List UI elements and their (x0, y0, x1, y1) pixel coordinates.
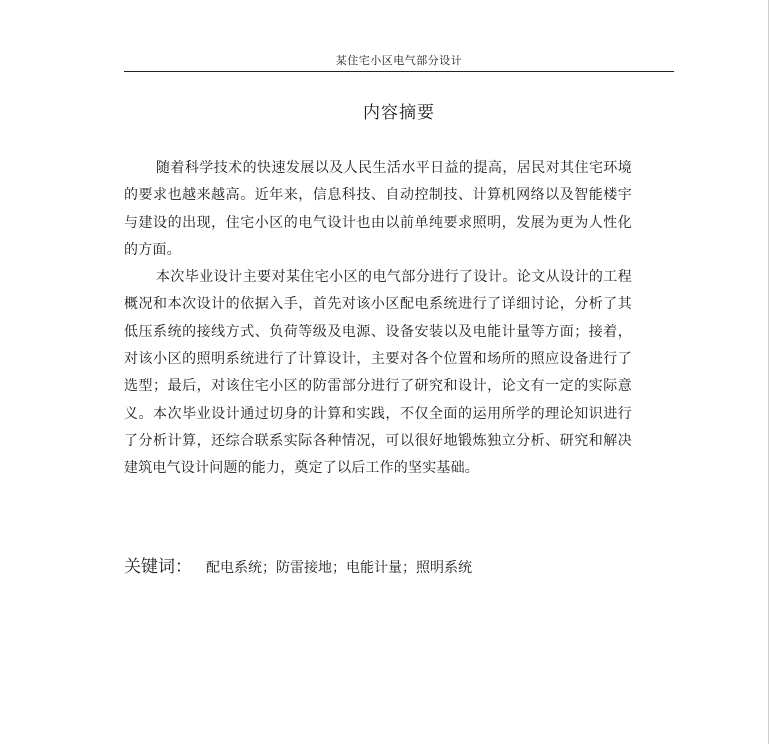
keywords-label: 关键词： (124, 557, 192, 577)
abstract-title: 内容摘要 (363, 103, 435, 123)
running-header: 某住宅小区电气部分设计 (335, 54, 463, 67)
abstract-body (124, 155, 632, 483)
keywords-value: 配电系统；防雷接地；电能计量；照明系统 (206, 560, 472, 576)
abstract-paragraph-1: 随着科学技术的快速发展以及人民生活水平日益的提高，居民对其住宅环境的要求也越来越高。近年来，信息科技、自动控制技、计算机网络以及智能楼宇与建设的出现，住宅小区的电气设计也由以前单纯要求照明，发展为更为人性化的方面。 (124, 160, 632, 258)
keywords-line (124, 552, 674, 577)
header-rule (124, 71, 674, 72)
abstract-paragraph-2: 本次毕业设计主要对某住宅小区的电气部分进行了设计。论文从设计的工程概况和本次设计的依据入手，首先对该小区配电系统进行了详细讨论，分析了其低压系统的接线方式、负荷等级及电源、设备安装以及电能计量等方面；接着，对该小区的照明系统进行了计算设计，主要对各个位置和场所的照应设备进行了选型；最后，对该住宅小区的防雷部分进行了研究和设计，论文有一定的实际意义。本次毕业设计通过切身的计算和实践，不仅全面的运用所学的理论知识进行了分析计算，还综合联系实际各种情况，可以很好地锻炼独立分析、研究和解决建筑电气设计问题的能力，奠定了以后工作的坚实基础。 (124, 269, 632, 477)
